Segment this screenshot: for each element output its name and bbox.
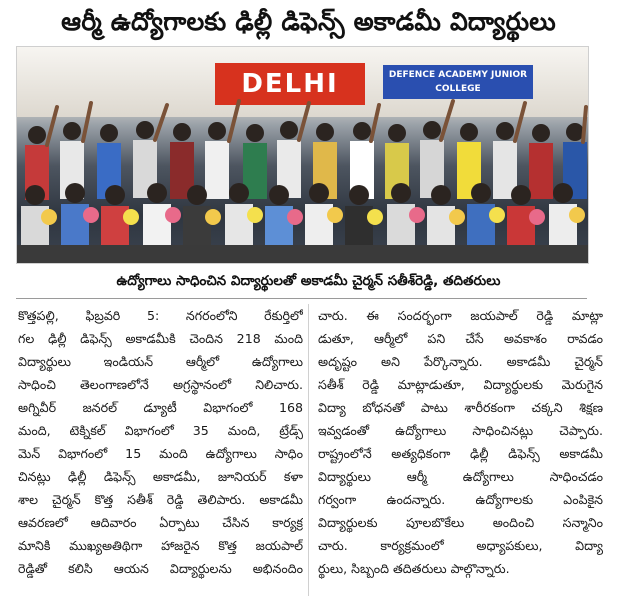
article-line: మెన్ విభాగంలో 15 మంది ఉద్యోగాలు సాధిం [18, 446, 303, 461]
article-line: చినట్లు ఢిల్లీ డిఫెన్స్ అకాడమీ, జూనియర్ కళా [18, 469, 303, 484]
article-line: మానికి ముఖ్యఅతిథిగా హాజరైన కొత్త జయపాల్ [18, 538, 303, 553]
article-column-left [18, 304, 303, 600]
article-line: రెడ్డితో కలిసి ఆయన విద్యార్థులను అభినందిం [18, 561, 303, 576]
photo-delhi-sign: DELHI [215, 63, 365, 105]
article-line: గల ఢిల్లీ డిఫెన్స్ అకాడమీకి చెందిన 218 మంది [18, 331, 303, 346]
article-line: శాల చైర్మన్ కొత్త సతీశ్ రెడ్డి తెలిపారు. అకాడమీ [18, 492, 303, 507]
article-line: విద్యార్థులకు పూలబొకేలు అందించి సన్మానిం [318, 515, 603, 530]
article-line: ఇవ్వడంతో ఉద్యోగాలు సాధించినట్లు చెప్పారు. [318, 423, 603, 438]
article-line: కొత్తపల్లి, ఫిబ్రవరి 5: నగరంలోని రేకుర్తిలో [18, 308, 303, 323]
article-line: విద్యా బోధనతో పాటు శారీరకంగా చక్కని శిక్షణ [318, 400, 603, 415]
article-line: ఆవరణలో ఆదివారం ఏర్పాటు చేసిన కార్యక్ర [18, 515, 303, 530]
column-divider [308, 304, 309, 596]
article-line: అదృష్టం అని పేర్కొన్నారు. అకాడమీ చైర్మన్ [318, 354, 603, 369]
photo-crowd [17, 95, 588, 263]
article-line: మంది, టెక్నికల్ విభాగంలో 35 మంది, ట్రేడ్స్ [18, 423, 303, 438]
article-line: గర్వంగా ఉందన్నారు. ఉద్యోగాలకు ఎంపికైన [318, 492, 603, 507]
article-line: ర్థులు, సిబ్బంది తదితరులు పాల్గొన్నారు. [318, 561, 510, 576]
article-line: చారు. ఈ సందర్భంగా జయపాల్ రెడ్డి మాట్లా [318, 308, 603, 323]
article-line: విద్యార్థులు ఆర్మీ ఉద్యోగాలు సాధించడం [318, 469, 603, 484]
article-line: అగ్నివీర్ జనరల్ డ్యూటీ విభాగంలో 168 [18, 400, 303, 415]
headline: ఆర్మీ ఉద్యోగాలకు ఢిల్లీ డిఫెన్స్ అకాడమీ విద్యార్థులు [61, 7, 556, 36]
article-line: సాధించి తెలంగాణలోనే అగ్రస్థానంలో నిలిచారు. [18, 377, 303, 392]
article-line: డుతూ, ఆర్మీలో పని చేసే అవకాశం రావడం [318, 331, 603, 346]
photo-academy-banner: DEFENCE ACADEMY JUNIOR COLLEGE [383, 65, 533, 99]
photo-floor [17, 245, 588, 263]
group-photo [16, 46, 589, 264]
caption-rule [16, 298, 587, 299]
photo-caption: ఉద్యోగాలు సాధించిన విద్యార్థులతో అకాడమీ చైర్మన్ సతీశ్‌రెడ్డి, తదితరులు [116, 273, 501, 289]
article-line: చారు. కార్యక్రమంలో అధ్యాపకులు, విద్యా [318, 538, 603, 553]
article-line: సతీశ్ రెడ్డి మాట్లాడుతూ, విద్యార్థులకు మెరుగైన [318, 377, 603, 392]
article-column-right [318, 304, 603, 600]
article-line: రాష్ట్రంలోనే అత్యధికంగా ఢిల్లీ డిఫెన్స్ అకాడమీ [318, 446, 603, 461]
article-line: విద్యార్థులు ఇండియన్ ఆర్మీలో ఉద్యోగాలు [18, 354, 303, 369]
